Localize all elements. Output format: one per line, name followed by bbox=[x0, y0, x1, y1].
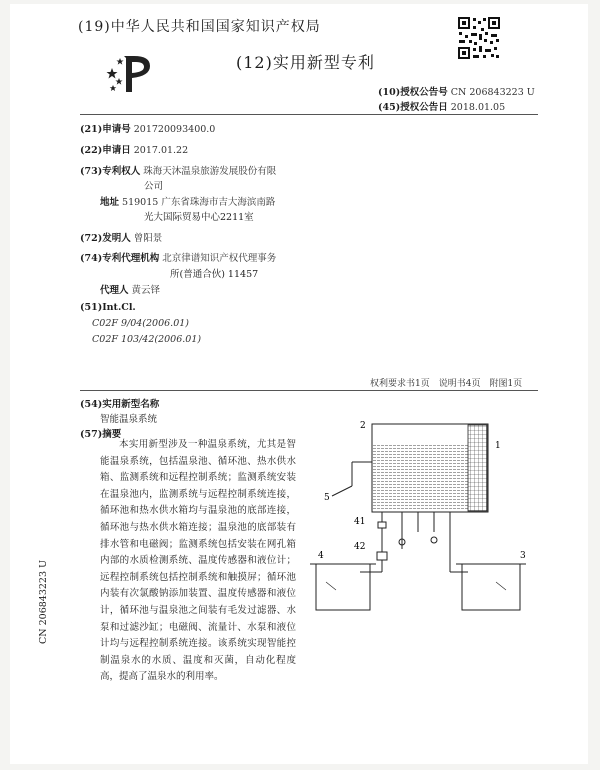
application-number: (21)申请号 201720093400.0 bbox=[80, 124, 216, 135]
system-diagram bbox=[310, 414, 540, 614]
label-4: 4 bbox=[318, 551, 324, 561]
ipc-class-1: C02F 9/04(2006.01) bbox=[92, 318, 189, 329]
patentee: (73)专利权人 珠海天沐温泉旅游发展股份有限 bbox=[80, 166, 277, 177]
filing-date: (22)申请日 2017.01.22 bbox=[80, 145, 189, 156]
inventor: (72)发明人 曾阳景 bbox=[80, 233, 163, 244]
qr-code-icon bbox=[457, 16, 501, 60]
ipc-label: (51)Int.Cl. bbox=[80, 302, 136, 313]
page-counts: 权利要求书1页 说明书4页 附图1页 bbox=[370, 379, 523, 389]
side-publication-code: CN 206843223 U bbox=[38, 559, 49, 644]
section-rule bbox=[80, 390, 538, 391]
label-5: 5 bbox=[324, 493, 330, 503]
address: 地址 519015 广东省珠海市吉大海滨南路 bbox=[100, 197, 276, 208]
cnipa-logo-icon bbox=[106, 54, 166, 94]
pool-water bbox=[373, 444, 468, 510]
label-2: 2 bbox=[360, 421, 366, 431]
circulation-pool bbox=[316, 564, 370, 610]
utility-model-title: 智能温泉系统 bbox=[100, 414, 158, 425]
publication-date: (45)授权公告日 2018.01.05 bbox=[378, 102, 506, 113]
ipc-class-2: C02F 103/42(2006.01) bbox=[92, 334, 202, 345]
label-3: 3 bbox=[520, 551, 526, 561]
label-1: 1 bbox=[495, 441, 501, 451]
label-41: 41 bbox=[354, 517, 366, 527]
patent-page bbox=[10, 4, 588, 764]
agent: 代理人 黄云铎 bbox=[100, 285, 161, 296]
office-name: (19)中华人民共和国国家知识产权局 bbox=[78, 19, 321, 35]
label-42: 42 bbox=[354, 542, 366, 552]
header-rule bbox=[80, 114, 538, 115]
publication-number: (10)授权公告号 CN 206843223 U bbox=[378, 87, 535, 98]
agency: (74)专利代理机构 北京律谱知识产权代理事务 bbox=[80, 253, 277, 264]
abstract-text: 本实用新型涉及一种温泉系统，尤其是智能温泉系统，包括温泉池、循环池、热水供水箱、监测系统和远程控制系统；监测系统安装在温泉池内，监测系统与远程控制系统连接，循环池和热水供水箱均与温泉池的底部连接，循环池与热水供水箱连接；温泉池的底部装有排水管和电磁阀；监测系统包括安装在网孔箱内部的水质检测系统、温度传感器和液位计；远程控制系统包括控制系统和触摸屏；循环池内装有次氯酸钠添加装置、温度传感器和液位计，循环池与温泉池之间装有毛发过滤器、水泵和过滤沙缸；电磁阀、流量计、水泵和液位计均与远程控制系统连接。该系统实现智能控制温泉水的水质、温度和灭菌，自动化程度高，提高了温泉水的利用率。 bbox=[100, 439, 296, 683]
abstract-label: (57)摘要 bbox=[80, 429, 122, 440]
agency-cont: 所(普通合伙) 11457 bbox=[170, 269, 259, 280]
address-cont: 光大国际贸易中心2211室 bbox=[144, 212, 254, 223]
title-label: (54)实用新型名称 bbox=[80, 399, 160, 410]
patent-kind: (12)实用新型专利 bbox=[236, 53, 375, 72]
mesh-box bbox=[468, 425, 487, 511]
patentee-cont: 公司 bbox=[144, 181, 164, 192]
hot-water-tank bbox=[462, 564, 520, 610]
